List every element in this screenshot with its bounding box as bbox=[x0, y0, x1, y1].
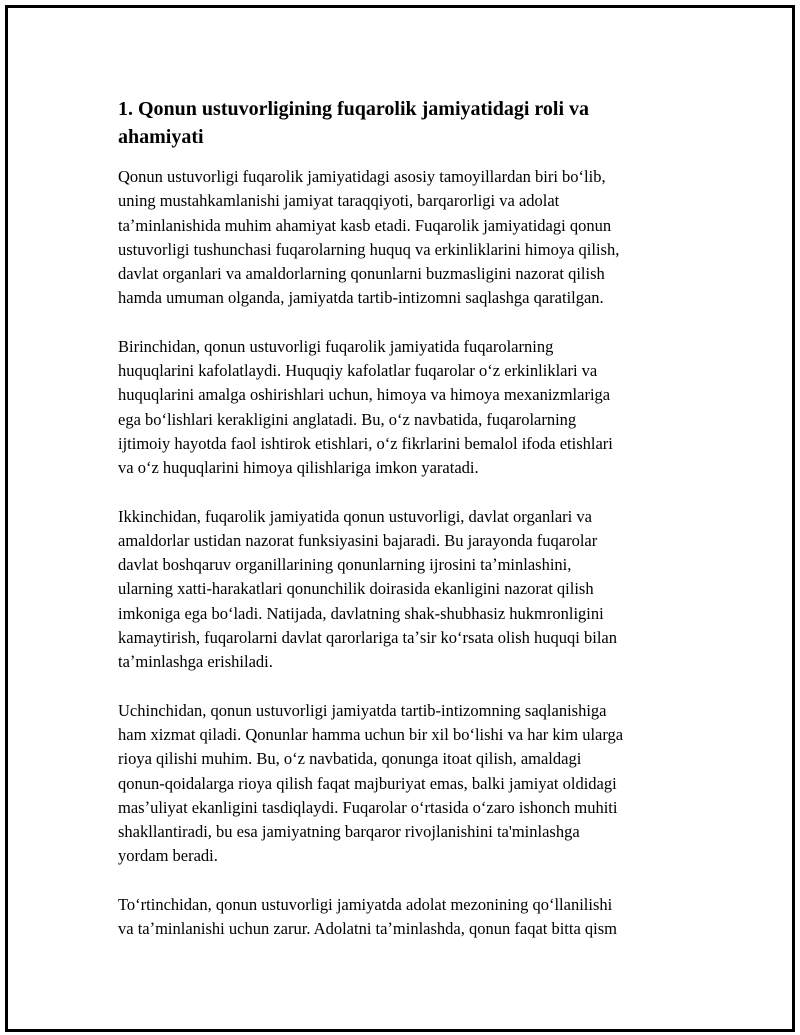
text-line: Uchinchidan, qonun ustuvorligi jamiyatda tartib-intizomning saqlanishiga bbox=[118, 700, 607, 720]
text-line: Birinchidan, qonun ustuvorligi fuqarolik jamiyatida fuqarolarning bbox=[118, 336, 554, 356]
text-line: taʼminlashga erishiladi. bbox=[118, 652, 273, 672]
text-line: qonun-qoidalarga rioya qilish faqat majburiyat emas, balki jamiyat oldidagi bbox=[118, 773, 617, 793]
paragraph-second bbox=[118, 505, 684, 675]
text-line: va oʻz huquqlarini himoya qilishlariga imkon yaratadi. bbox=[118, 458, 479, 478]
heading-line: ahamiyati bbox=[118, 126, 204, 148]
text-line: shakllantiradi, bu esa jamiyatning barqaror rivojlanishini ta'minlashga bbox=[118, 822, 580, 842]
text-line: huquqlarini kafolatlaydi. Huquqiy kafolatlar fuqarolar oʻz erkinliklari va bbox=[118, 361, 598, 381]
text-line: ega boʻlishlari kerakligini anglatadi. Bu, oʻz navbatida, fuqarolarning bbox=[118, 409, 577, 429]
text-line: yordam beradi. bbox=[118, 846, 218, 866]
text-line: Qonun ustuvorligi fuqarolik jamiyatidagi asosiy tamoyillardan biri boʻlib, bbox=[118, 167, 606, 186]
text-line: masʼuliyat ekanligini tasdiqlaydi. Fuqarolar oʻrtasida oʻzaro ishonch muhiti bbox=[118, 797, 618, 817]
text-line: hamda umuman olganda, jamiyatda tartib-intizomni saqlashga qaratilgan. bbox=[118, 288, 604, 308]
text-line: davlat organlari va amaldorlarning qonunlarni buzmasligini nazorat qilish bbox=[118, 264, 605, 284]
heading-line: 1. Qonun ustuvorligining fuqarolik jamiyatidagi roli va bbox=[118, 98, 590, 120]
text-line: davlat boshqaruv organillarining qonunlarning ijrosini taʼminlashini, bbox=[118, 555, 572, 575]
paragraph-first bbox=[118, 335, 684, 481]
text-line: huquqlarini amalga oshirishlari uchun, himoya va himoya mexanizmlariga bbox=[118, 385, 611, 405]
text-line: imkoniga ega boʻladi. Natijada, davlatning shak-shubhasiz hukmronligini bbox=[118, 603, 604, 623]
text-line: amaldorlar ustidan nazorat funksiyasini bajaradi. Bu jarayonda fuqarolar bbox=[118, 530, 598, 550]
text-line: Ikkinchidan, fuqarolik jamiyatida qonun ustuvorligi, davlat organlari va bbox=[118, 506, 592, 526]
text-line: ularning xatti-harakatlari qonunchilik doirasida ekanligini nazorat qilish bbox=[118, 579, 594, 599]
text-line: taʼminlanishida muhim ahamiyat kasb etadi. Fuqarolik jamiyatidagi qonun bbox=[118, 215, 612, 235]
text-line: kamaytirish, fuqarolarni davlat qarorlariga taʼsir koʻrsata olish huquqi bilan bbox=[118, 628, 617, 648]
text-line: ustuvorligi tushunchasi fuqarolarning huquq va erkinliklarini himoya qilish, bbox=[118, 239, 620, 259]
text-line: Toʻrtinchidan, qonun ustuvorligi jamiyatda adolat mezonining qoʻllanilishi bbox=[118, 894, 613, 914]
paragraph-intro bbox=[118, 165, 684, 311]
paragraph-fourth bbox=[118, 893, 684, 942]
text-line: uning mustahkamlanishi jamiyat taraqqiyoti, barqarorligi va adolat bbox=[118, 191, 560, 211]
text-line: rioya qilishi muhim. Bu, oʻz navbatida, qonunga itoat qilish, amaldagi bbox=[118, 749, 582, 769]
text-line: ijtimoiy hayotda faol ishtirok etishlari, oʻz fikrlarini bemalol ifoda etishlari bbox=[118, 433, 613, 453]
text-line: ham xizmat qiladi. Qonunlar hamma uchun bir xil boʻlishi va har kim ularga bbox=[118, 724, 624, 744]
section-heading bbox=[118, 95, 684, 151]
document-body bbox=[118, 95, 684, 965]
paragraph-third bbox=[118, 699, 684, 869]
text-line: va taʼminlanishi uchun zarur. Adolatni taʼminlashda, qonun faqat bitta qism bbox=[118, 919, 618, 939]
